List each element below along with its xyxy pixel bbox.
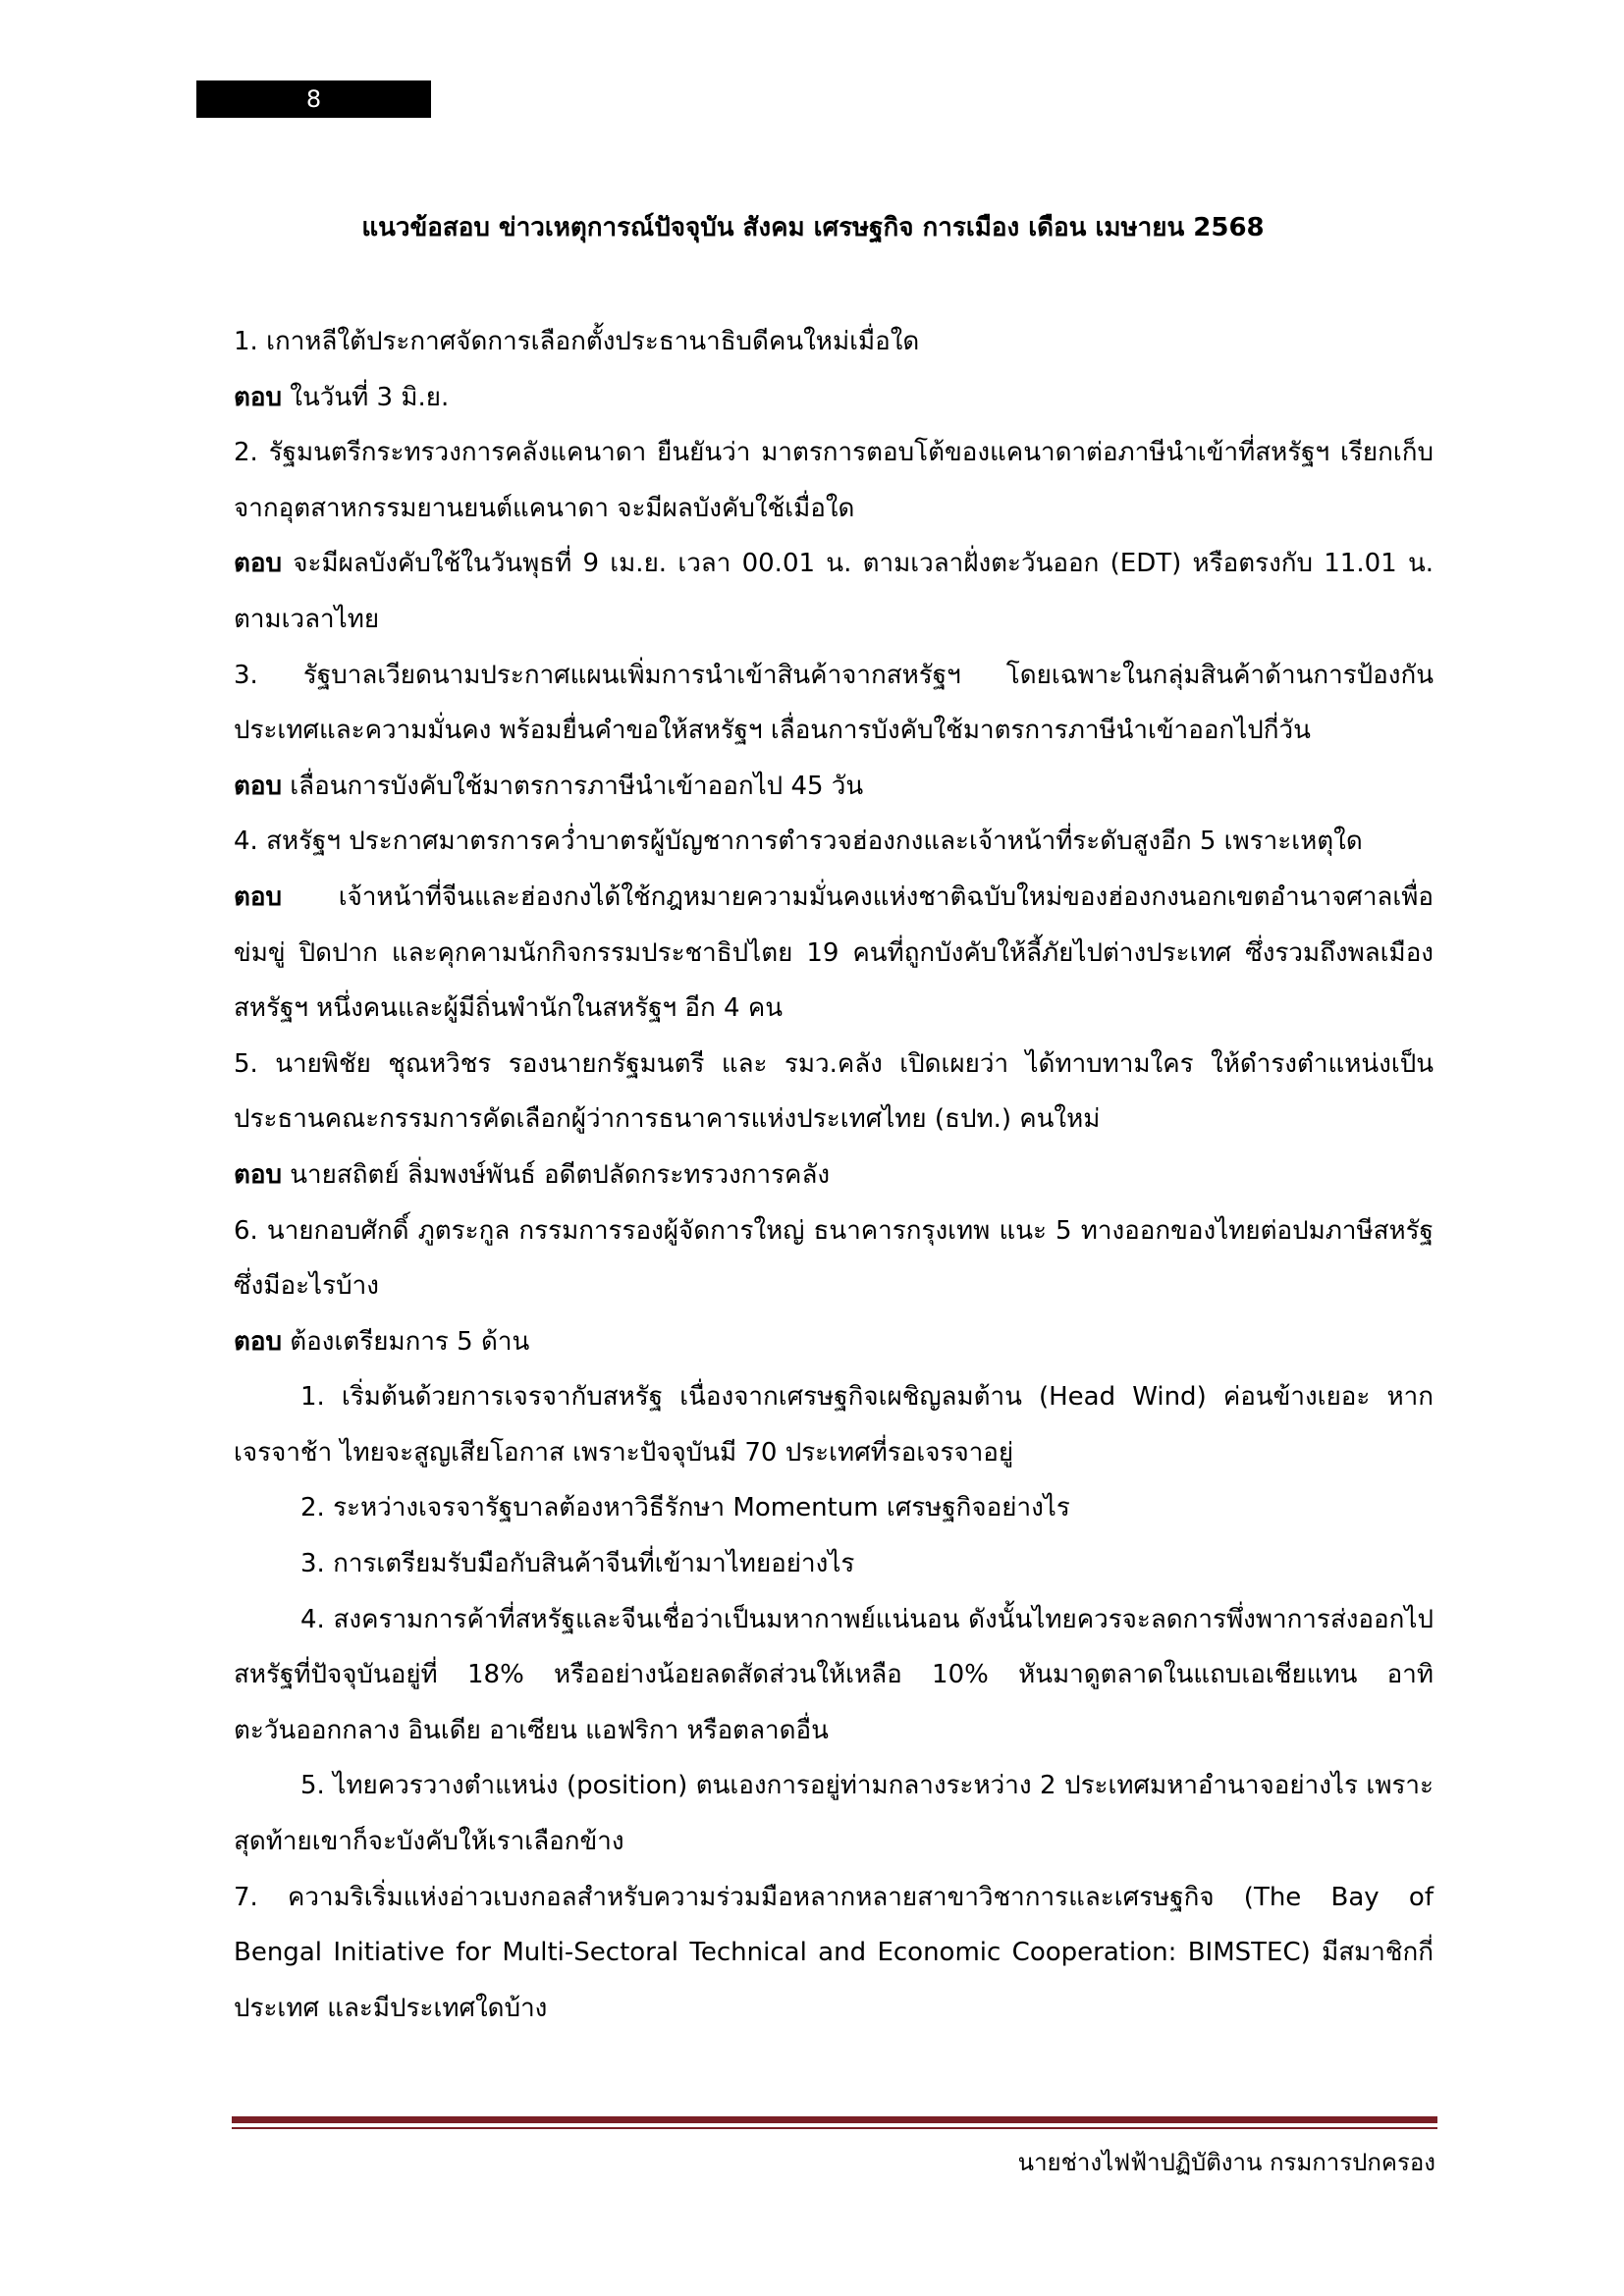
answer-label: ตอบ bbox=[234, 382, 283, 412]
answer-4 bbox=[234, 870, 1434, 1037]
question-5: 5. นายพิชัย ชุณหวิชร รองนายกรัฐมนตรี และ รมว.คลัง เปิดเผยว่า ได้ทาบทามใคร ให้ดำรงตำแหน่งเป็นประธานคณะกรรมการคัดเลือกผู้ว่าการธนาคารแห่งประเทศไทย (ธปท.) คนใหม่ bbox=[234, 1048, 1434, 1135]
answer-2 bbox=[234, 536, 1434, 647]
footer-text: นายช่างไฟฟ้าปฏิบัติงาน กรมการปกครอง bbox=[1017, 2149, 1435, 2176]
question-1: 1. เกาหลีใต้ประกาศจัดการเลือกตั้งประธานาธิบดีคนใหม่เมื่อใด bbox=[234, 327, 920, 356]
answer-3 bbox=[234, 759, 1434, 815]
document-body bbox=[234, 314, 1434, 2036]
answer-text: จะมีผลบังคับใช้ในวันพุธที่ 9 เม.ย. เวลา 00.01 น. ตามเวลาฝั่งตะวันออก (EDT) หรือตรงกับ 11.01 น. ตามเวลาไทย bbox=[234, 549, 1435, 634]
question-7: 7. ความริเริ่มแห่งอ่าวเบงกอลสำหรับความร่วมมือหลากหลายสาขาวิชาการและเศรษฐกิจ (The Bay of Bengal Initiative for Multi-Sectoral Technical and Economic Cooperation: BIMSTEC) มีสมาชิกกี่ประเทศ และมีประเทศใดบ้าง bbox=[234, 1882, 1434, 2023]
answer-text: ต้องเตรียมการ 5 ด้าน bbox=[290, 1326, 530, 1357]
sub-point-3: 3. การเตรียมรับมือกับสินค้าจีนที่เข้ามาไทยอย่างไร bbox=[300, 1549, 855, 1579]
answer-text: นายสถิตย์ ลิ่มพงษ์พันธ์ อดีตปลัดกระทรวงการคลัง bbox=[290, 1159, 831, 1190]
answer-1 bbox=[234, 370, 1434, 426]
answer-label: ตอบ bbox=[234, 1326, 283, 1357]
sub-point-2: 2. ระหว่างเจรจารัฐบาลต้องหาวิธีรักษา Momentum เศรษฐกิจอย่างไร bbox=[300, 1493, 1070, 1523]
answer-5 bbox=[234, 1148, 1434, 1203]
answer-label: ตอบ bbox=[234, 1159, 283, 1190]
document-title: แนวข้อสอบ ข่าวเหตุการณ์ปัจจุบัน สังคม เศรษฐกิจ การเมือง เดือน เมษายน 2568 bbox=[361, 213, 1265, 242]
page-number: 8 bbox=[196, 80, 431, 118]
sub-point-1: 1. เริ่มต้นด้วยการเจรจากับสหรัฐ เนื่องจากเศรษฐกิจเผชิญลมต้าน (Head Wind) ค่อนข้างเยอะ หากเจรจาช้า ไทยจะสูญเสียโอกาส เพราะปัจจุบันมี 70 ประเทศที่รอเจรจาอยู่ bbox=[234, 1382, 1434, 1468]
footer-divider bbox=[232, 2116, 1437, 2123]
answer-label: ตอบ bbox=[234, 881, 283, 912]
question-2: 2. รัฐมนตรีกระทรวงการคลังแคนาดา ยืนยันว่า มาตรการตอบโต้ของแคนาดาต่อภาษีนำเข้าที่สหรัฐฯ เรียกเก็บจากอุตสาหกรรมยานยนต์แคนาดา จะมีผลบังคับใช้เมื่อใด bbox=[234, 438, 1434, 523]
answer-text: เลื่อนการบังคับใช้มาตรการภาษีนำเข้าออกไป 45 วัน bbox=[290, 771, 864, 801]
answer-6 bbox=[234, 1314, 1434, 1370]
answer-label: ตอบ bbox=[234, 771, 283, 801]
question-6: 6. นายกอบศักดิ์ ภูตระกูล กรรมการรองผู้จัดการใหญ่ ธนาคารกรุงเทพ แนะ 5 ทางออกของไทยต่อปมภาษีสหรัฐ ซึ่งมีอะไรบ้าง bbox=[234, 1215, 1434, 1302]
question-4: 4. สหรัฐฯ ประกาศมาตรการคว่ำบาตรผู้บัญชาการตำรวจฮ่องกงและเจ้าหน้าที่ระดับสูงอีก 5 เพราะเหตุใด bbox=[234, 827, 1363, 857]
sub-point-4: 4. สงครามการค้าที่สหรัฐและจีนเชื่อว่าเป็นมหากาพย์แน่นอน ดังนั้นไทยควรจะลดการพึ่งพาการส่งออกไปสหรัฐที่ปัจจุบันอยู่ที่ 18% หรืออย่างน้อยลดสัดส่วนให้เหลือ 10% หันมาดูตลาดในแถบเอเชียแทน อาทิ ตะวันออกกลาง อินเดีย อาเซียน แอฟริกา หรือตลาดอื่น bbox=[234, 1604, 1434, 1745]
answer-text: ในวันที่ 3 มิ.ย. bbox=[290, 382, 450, 412]
sub-point-5: 5. ไทยควรวางตำแหน่ง (position) ตนเองการอยู่ท่ามกลางระหว่าง 2 ประเทศมหาอำนาจอย่างไร เพราะสุดท้ายเขาก็จะบังคับให้เราเลือกข้าง bbox=[234, 1771, 1434, 1857]
question-3: 3. รัฐบาลเวียดนามประกาศแผนเพิ่มการนำเข้าสินค้าจากสหรัฐฯ โดยเฉพาะในกลุ่มสินค้าด้านการป้องกันประเทศและความมั่นคง พร้อมยื่นคำขอให้สหรัฐฯ เลื่อนการบังคับใช้มาตรการภาษีนำเข้าออกไปกี่วัน bbox=[234, 660, 1434, 746]
footer-divider-thin bbox=[232, 2127, 1437, 2129]
answer-label: ตอบ bbox=[234, 549, 283, 579]
answer-text: เจ้าหน้าที่จีนและฮ่องกงได้ใช้กฎหมายความมั่นคงแห่งชาติฉบับใหม่ของฮ่องกงนอกเขตอำนาจศาลเพื่อข่มขู่ ปิดปาก และคุกคามนักกิจกรรมประชาธิปไตย 19 คนที่ถูกบังคับให้ลี้ภัยไปต่างประเทศ ซึ่งรวมถึงพลเมืองสหรัฐฯ หนึ่งคนและผู้มีถิ่นพำนักในสหรัฐฯ อีก 4 คน bbox=[234, 881, 1434, 1024]
